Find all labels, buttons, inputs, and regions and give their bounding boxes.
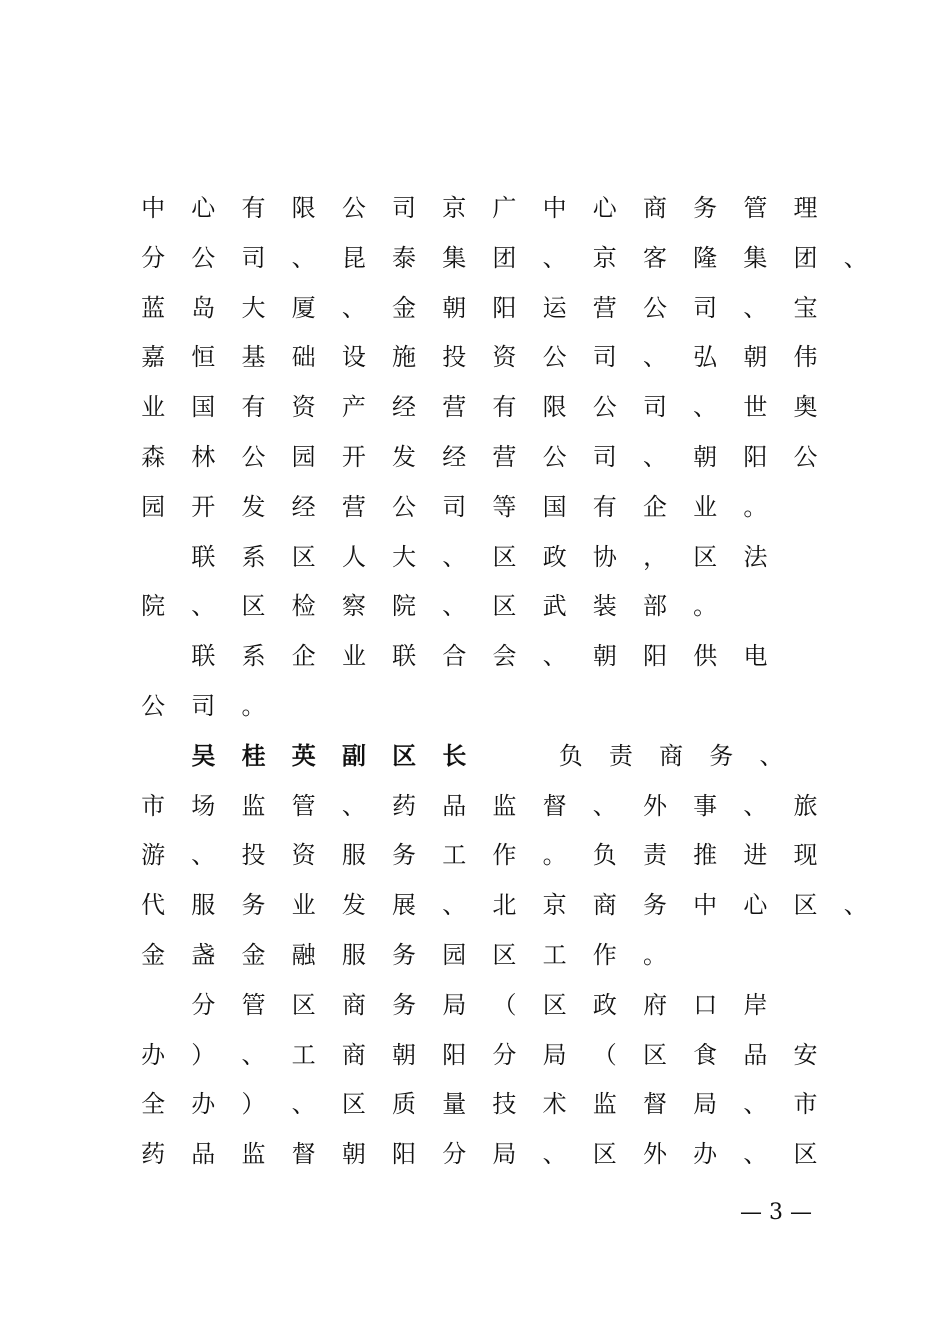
text-line [128,284,848,334]
text-line [128,234,868,284]
text-line [128,931,848,981]
text-line [128,1031,848,1081]
line-text: 全 办 ） 、 区 质 量 技 术 监 督 局 、 市 [141,1090,818,1119]
text-line [128,483,848,533]
line-text: 办 ） 、 工 商 朝 阳 分 局 （ 区 食 品 安 [141,1040,818,1069]
line-text: 园 开 发 经 营 公 司 等 国 有 企 业 。 [141,492,768,521]
line-text: 联 系 企 业 联 合 会 、 朝 阳 供 电 [191,642,768,671]
text-line [128,981,848,1031]
line-text: 院 、 区 检 察 院 、 区 武 装 部 。 [141,592,718,621]
official-name: 吴 桂 英 副 区 长 [191,741,467,770]
text-line [128,831,848,881]
text-line [128,782,848,832]
line-text: 中 心 有 限 公 司 京 广 中 心 商 务 管 理 [141,194,818,222]
text-line [128,682,848,732]
line-text: 分 公 司 、 昆 泰 集 团 、 京 客 隆 集 团 、 [141,243,868,272]
line-text: 金 盏 金 融 服 务 园 区 工 作 。 [141,940,667,969]
line-text: 负 责 商 务 、 [558,741,784,770]
line-text: 游 、 投 资 服 务 工 作 。 负 责 推 进 现 [141,841,818,870]
document-body [128,184,868,1180]
text-line [128,732,848,782]
page-number: — 3 — [740,1200,812,1225]
text-line [128,184,848,234]
line-text: 分 管 区 商 务 局 （ 区 政 府 口 岸 [191,990,768,1019]
text-line [128,533,848,583]
line-text: 公 司 。 [141,691,266,720]
text-line [128,881,868,931]
line-text: 嘉 恒 基 础 设 施 投 资 公 司 、 弘 朝 伟 [141,343,818,372]
text-line [128,433,848,483]
line-text: 代 服 务 业 发 展 、 北 京 商 务 中 心 区 、 [141,891,868,920]
line-text: 业 国 有 资 产 经 营 有 限 公 司 、 世 奥 [141,393,818,422]
text-line [128,1080,848,1130]
line-text: 市 场 监 管 、 药 品 监 督 、 外 事 、 旅 [141,791,818,820]
line-text: 蓝 岛 大 厦 、 金 朝 阳 运 营 公 司 、 宝 [141,293,818,322]
text-line [128,632,848,682]
text-line [128,1130,848,1180]
line-text: 联 系 区 人 大 、 区 政 协 ， 区 法 [191,542,768,571]
text-line [128,383,848,433]
line-text: 森 林 公 园 开 发 经 营 公 司 、 朝 阳 公 [141,442,818,471]
line-text: 药 品 监 督 朝 阳 分 局 、 区 外 办 、 区 [141,1140,818,1169]
text-line [128,582,848,632]
text-line [128,333,848,383]
